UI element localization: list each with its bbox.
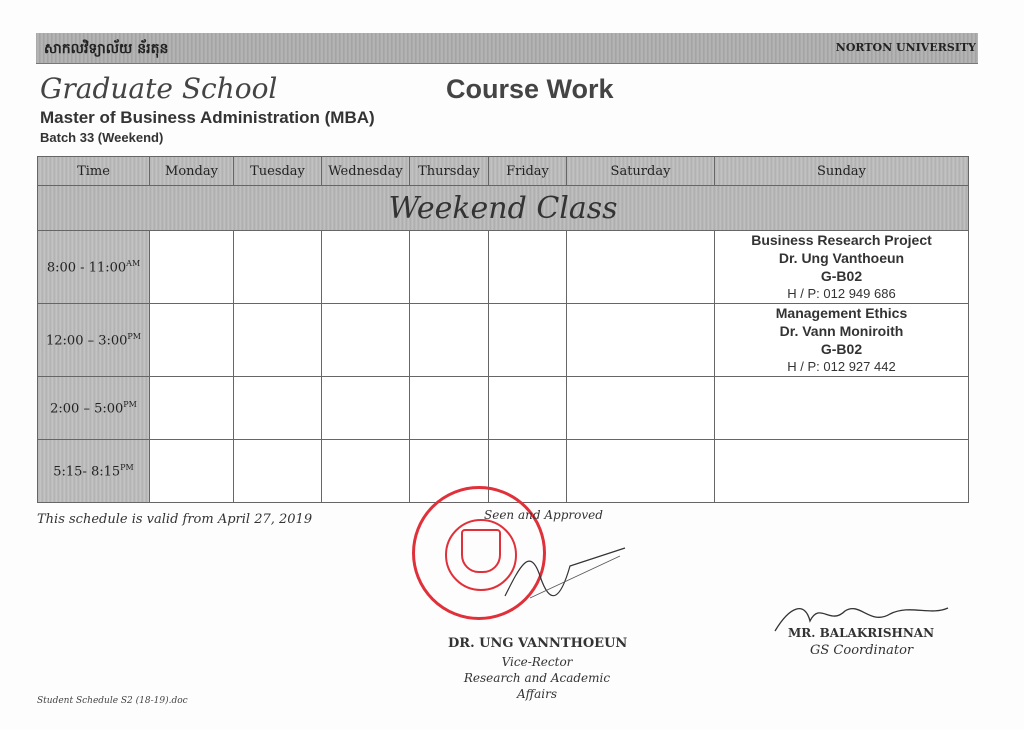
empty-cell xyxy=(234,231,322,304)
table-row xyxy=(38,231,969,304)
col-header-time: Time xyxy=(38,157,150,186)
time-cell: 5:15- $8:15^{PM}$ xyxy=(38,440,150,503)
empty-cell xyxy=(489,377,567,440)
empty-cell xyxy=(410,377,489,440)
empty-cell xyxy=(322,304,410,377)
col-header-saturday: Saturday xyxy=(567,157,715,186)
table-row xyxy=(38,377,969,440)
document-title: Course Work xyxy=(446,74,614,104)
empty-cell xyxy=(410,304,489,377)
col-header-monday: Monday xyxy=(150,157,234,186)
footer-filename: Student Schedule S2 (18-19).doc xyxy=(37,696,188,706)
signatory-name: DR. UNG VANNTHOEUN xyxy=(448,636,628,651)
empty-cell xyxy=(322,231,410,304)
time-cell: 2:00 – $5:00^{PM}$ xyxy=(38,377,150,440)
phone: H / P: 012 949 686 xyxy=(787,286,896,301)
empty-cell xyxy=(150,440,234,503)
empty-cell xyxy=(234,304,322,377)
empty-cell xyxy=(567,440,715,503)
empty-cell xyxy=(567,377,715,440)
header-banner xyxy=(36,33,978,64)
col-header-thursday: Thursday xyxy=(410,157,489,186)
sunday-course-cell xyxy=(715,304,969,377)
header-row xyxy=(38,157,969,186)
weekend-class-banner: Weekend Class xyxy=(38,186,969,231)
time-cell: 8:00 - $11:00^{AM}$ xyxy=(38,231,150,304)
room: G-B02 xyxy=(820,341,863,357)
signatory-title: Vice-Rector Research and Academic Affairs xyxy=(463,655,611,701)
sunday-course-cell xyxy=(715,440,969,503)
empty-cell xyxy=(567,231,715,304)
validity-note: This schedule is valid from April 27, 2019 xyxy=(37,512,313,527)
school-title: Graduate School xyxy=(40,72,278,105)
col-header-sunday: Sunday xyxy=(715,157,969,186)
vice-rector-signature-icon xyxy=(500,536,630,606)
room: G-B02 xyxy=(820,268,863,284)
empty-cell xyxy=(234,440,322,503)
course-name: Management Ethics xyxy=(775,305,908,321)
empty-cell xyxy=(150,231,234,304)
empty-cell xyxy=(489,304,567,377)
empty-cell xyxy=(150,377,234,440)
col-header-friday: Friday xyxy=(489,157,567,186)
sunday-course-cell xyxy=(715,231,969,304)
empty-cell xyxy=(489,231,567,304)
lecturer-name: Dr. Ung Vanthoeun xyxy=(778,250,905,266)
schedule-table xyxy=(37,156,969,503)
time-cell: 12:00 – $3:00^{PM}$ xyxy=(38,304,150,377)
empty-cell xyxy=(234,377,322,440)
course-name: Business Research Project xyxy=(751,232,932,248)
university-name: NORTON UNIVERSITY xyxy=(835,41,976,54)
table-row xyxy=(38,304,969,377)
sunday-course-cell xyxy=(715,377,969,440)
col-header-tuesday: Tuesday xyxy=(234,157,322,186)
empty-cell xyxy=(322,377,410,440)
khmer-university-name: សាកលវិទ្យាល័យ ន័រតុន xyxy=(44,41,169,57)
batch-label: Batch 33 (Weekend) xyxy=(40,130,164,145)
lecturer-name: Dr. Vann Moniroith xyxy=(779,323,904,339)
phone: H / P: 012 927 442 xyxy=(787,359,896,374)
approval-stamp-text: Seen and Approved xyxy=(484,508,603,522)
empty-cell xyxy=(410,231,489,304)
empty-cell xyxy=(322,440,410,503)
empty-cell xyxy=(150,304,234,377)
empty-cell xyxy=(567,304,715,377)
col-header-wednesday: Wednesday xyxy=(322,157,410,186)
program-name: Master of Business Administration (MBA) xyxy=(40,108,375,127)
coordinator-role: GS Coordinator xyxy=(810,643,914,658)
seal-shield-icon xyxy=(461,529,501,573)
coordinator-name: MR. BALAKRISHNAN xyxy=(788,626,935,640)
weekend-banner-row xyxy=(38,186,969,231)
